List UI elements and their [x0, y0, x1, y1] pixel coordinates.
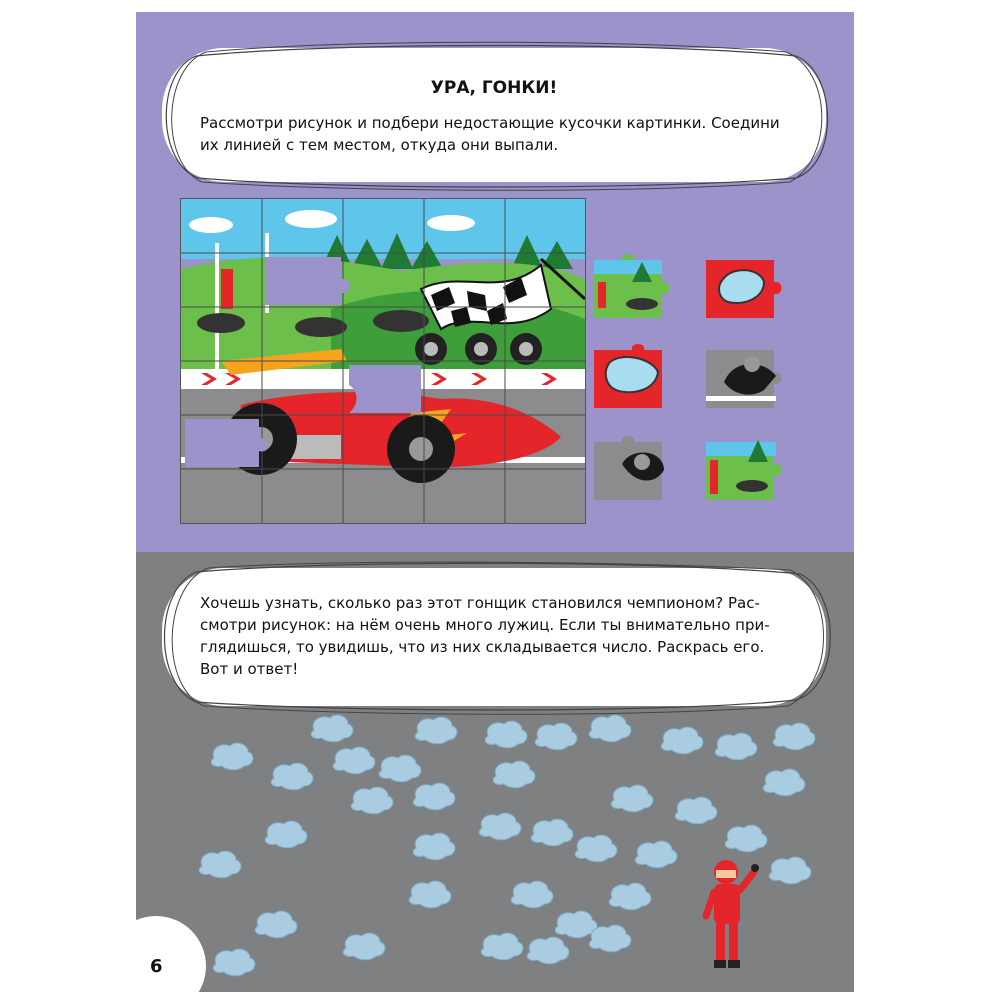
- task-2-line: глядишься, то увидишь, что из них складывается число. Раскрась его.: [200, 638, 765, 656]
- piece-6[interactable]: [706, 440, 782, 500]
- piece-4[interactable]: [706, 350, 782, 408]
- piece-2[interactable]: [706, 260, 782, 318]
- instruction-bubble-2: [164, 570, 824, 704]
- racer-figure-icon: [702, 854, 762, 974]
- task-2-line: смотри рисунок: на нём очень много лужиц. Если ты внимательно при-: [200, 616, 770, 634]
- truck-wheels: [415, 333, 542, 365]
- piece-5[interactable]: [594, 436, 664, 500]
- loose-puzzle-pieces: [592, 252, 812, 512]
- task-title: УРА, ГОНКИ!: [430, 78, 558, 98]
- task-1-instructions: [200, 112, 804, 156]
- page-number: 6: [150, 956, 163, 977]
- race-scene-illustration: [181, 199, 585, 523]
- puzzle-piece-icon: [592, 252, 812, 512]
- workbook-page: [136, 12, 854, 992]
- task-2-instructions: [200, 592, 800, 680]
- instruction-bubble-1: [164, 50, 824, 180]
- puzzle-picture: [180, 198, 586, 524]
- task-2-line: Вот и ответ!: [200, 660, 299, 678]
- task-1-line: их линией с тем местом, откуда они выпали.: [200, 136, 559, 154]
- puzzle-section: [136, 12, 854, 552]
- piece-3[interactable]: [594, 344, 662, 408]
- task-1-line: Рассмотри рисунок и подбери недостающие кусочки картинки. Соедини: [200, 114, 780, 132]
- piece-1[interactable]: [594, 254, 670, 318]
- task-2-line: Хочешь узнать, сколько раз этот гонщик становился чемпионом? Рас-: [200, 594, 760, 612]
